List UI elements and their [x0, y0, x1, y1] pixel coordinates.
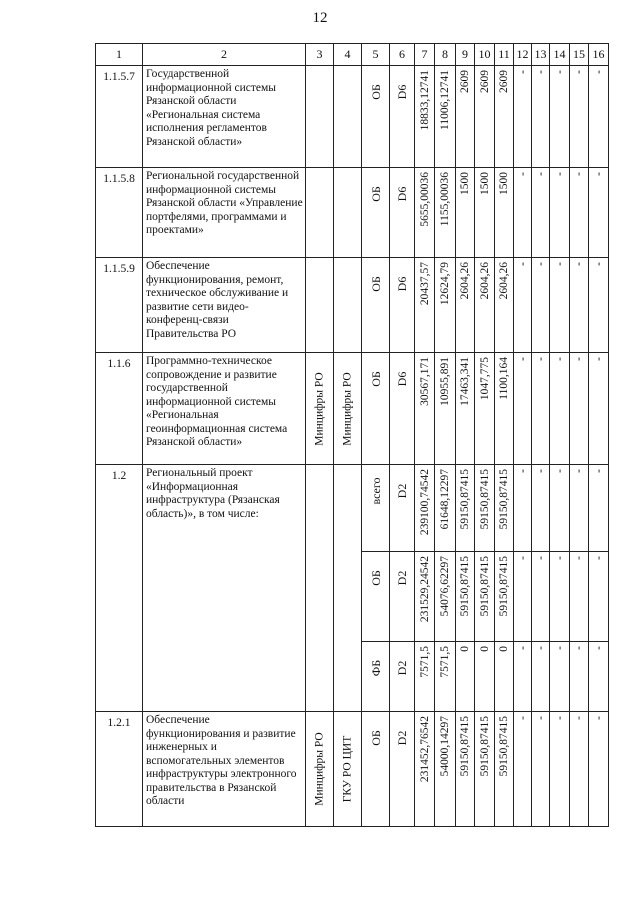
cell-c16-text: -	[592, 172, 605, 176]
cell-c10	[475, 552, 495, 642]
table-row	[96, 258, 609, 353]
cell-c12	[514, 712, 532, 827]
cell-c7	[415, 66, 435, 168]
cell-c6	[390, 66, 415, 168]
cell-c11	[495, 642, 514, 712]
cell-c6-text: D2	[395, 483, 409, 499]
row-number: 1.1.5.7	[96, 66, 143, 168]
cell-c7-text: 7571,5	[418, 646, 431, 678]
header-cell-10: 10	[475, 44, 495, 66]
row-number: 1.1.5.9	[96, 258, 143, 353]
cell-c7	[415, 258, 435, 353]
cell-c11-text: 2604,26	[498, 262, 510, 300]
cell-c13	[532, 168, 550, 258]
cell-c8	[435, 465, 456, 552]
cell-c5-text: ОБ	[368, 186, 383, 202]
cell-c8	[435, 712, 456, 827]
cell-c11-text: 0	[498, 646, 510, 652]
cell-c9-text: 2604,26	[459, 262, 471, 300]
cell-c5-text: ОБ	[368, 276, 383, 292]
cell-c15-text: -	[573, 357, 585, 361]
row-number: 1.2.1	[96, 712, 143, 827]
cell-c12	[514, 465, 532, 552]
cell-c7	[415, 168, 435, 258]
row-number: 1.1.5.8	[96, 168, 143, 258]
header-cell-4: 4	[334, 44, 362, 66]
cell-c12	[514, 66, 532, 168]
cell-c10-text: 1047,775	[478, 357, 491, 401]
responsible-c3	[306, 712, 334, 827]
cell-c14-text: -	[553, 469, 566, 473]
cell-c9	[456, 66, 475, 168]
cell-c11	[495, 168, 514, 258]
cell-c10-text: 59150,87415	[478, 556, 491, 617]
cell-c6-text: D2	[395, 570, 409, 586]
cell-c15	[570, 258, 589, 353]
cell-c10	[475, 66, 495, 168]
cell-c13	[532, 465, 550, 552]
cell-c11	[495, 66, 514, 168]
cell-c15-text: -	[573, 556, 585, 560]
cell-c7	[415, 642, 435, 712]
cell-c10-text: 1500	[478, 172, 491, 195]
cell-c7	[415, 712, 435, 827]
cell-c11-text: 2609	[498, 70, 510, 93]
header-cell-8: 8	[435, 44, 456, 66]
cell-c9-text: 1500	[459, 172, 471, 195]
cell-c7	[415, 552, 435, 642]
table-row	[96, 353, 609, 465]
cell-c13	[532, 642, 550, 712]
header-cell-6: 6	[390, 44, 415, 66]
cell-c5	[362, 258, 390, 353]
cell-c8	[435, 258, 456, 353]
table-row	[96, 465, 609, 552]
cell-c8-text: 54076,62297	[439, 556, 451, 617]
cell-c8-text: 10955,891	[439, 357, 451, 406]
cell-c5-text: ОБ	[368, 570, 383, 586]
cell-c14	[550, 465, 570, 552]
cell-c13-text: -	[534, 172, 547, 176]
cell-c16-text: -	[592, 262, 605, 266]
header-cell-1: 1	[96, 44, 143, 66]
cell-c9	[456, 552, 475, 642]
responsible-c3-text: Минцифры РО	[312, 732, 325, 806]
responsible-c3	[306, 258, 334, 353]
cell-c10-text: 59150,87415	[478, 716, 491, 777]
header-cell-7: 7	[415, 44, 435, 66]
cell-c11	[495, 353, 514, 465]
cell-c9	[456, 465, 475, 552]
cell-c14-text: -	[553, 172, 566, 176]
cell-c12-text: -	[516, 716, 529, 720]
header-cell-3: 3	[306, 44, 334, 66]
table-row	[96, 66, 609, 168]
cell-c7-text: 231452,76542	[418, 716, 431, 783]
cell-c11	[495, 465, 514, 552]
cell-c11-text: 59150,87415	[498, 716, 510, 777]
cell-c9	[456, 353, 475, 465]
cell-c14	[550, 712, 570, 827]
responsible-c4-text: Минцифры РО	[340, 371, 353, 446]
cell-c7	[415, 353, 435, 465]
cell-c9	[456, 258, 475, 353]
responsible-c4	[334, 258, 362, 353]
cell-c15	[570, 66, 589, 168]
cell-c13	[532, 712, 550, 827]
cell-c6	[390, 642, 415, 712]
cell-c14-text: -	[553, 70, 566, 74]
cell-c13-text: -	[534, 70, 547, 74]
header-cell-11: 11	[495, 44, 514, 66]
cell-c6	[390, 552, 415, 642]
cell-c16	[589, 353, 609, 465]
cell-c11-text: 59150,87415	[498, 469, 510, 530]
cell-c15-text: -	[573, 70, 585, 74]
cell-c10-text: 2609	[478, 70, 491, 93]
cell-c12-text: -	[516, 172, 529, 176]
cell-c7-text: 30567,171	[418, 357, 431, 406]
cell-c12-text: -	[516, 70, 529, 74]
cell-c16-text: -	[592, 469, 605, 473]
responsible-c4	[334, 712, 362, 827]
cell-c7-text: 231529,24542	[418, 556, 431, 623]
cell-c7	[415, 465, 435, 552]
cell-c11	[495, 712, 514, 827]
header-cell-5: 5	[362, 44, 390, 66]
responsible-c4	[334, 465, 362, 712]
cell-c13	[532, 66, 550, 168]
cell-c7-text: 20437,57	[418, 262, 431, 306]
cell-c8-text: 54000,14297	[439, 716, 451, 777]
cell-c14-text: -	[553, 646, 566, 650]
cell-c11-text: 1100,164	[498, 357, 510, 400]
cell-c9	[456, 168, 475, 258]
cell-c11-text: 59150,87415	[498, 556, 510, 617]
cell-c11-text: 1500	[498, 172, 510, 195]
cell-c5	[362, 353, 390, 465]
cell-c14	[550, 168, 570, 258]
cell-c8	[435, 353, 456, 465]
cell-c12-text: -	[516, 469, 529, 473]
cell-c8	[435, 66, 456, 168]
cell-c10	[475, 258, 495, 353]
cell-c5	[362, 465, 390, 552]
responsible-c3	[306, 353, 334, 465]
cell-c8-text: 11006,12741	[439, 70, 451, 130]
cell-c5-text: ОБ	[368, 730, 383, 746]
row-name: Обеспечение функционирования и развитие инженерных и вспомогательных элементов инфраструктуры электронного правительства в Рязанской области	[143, 712, 306, 827]
row-number: 1.1.6	[96, 353, 143, 465]
cell-c14	[550, 353, 570, 465]
cell-c9	[456, 642, 475, 712]
cell-c16-text: -	[592, 556, 605, 560]
row-number: 1.2	[96, 465, 143, 712]
cell-c11	[495, 552, 514, 642]
header-cell-15: 15	[570, 44, 589, 66]
cell-c14	[550, 552, 570, 642]
cell-c14-text: -	[553, 716, 566, 720]
cell-c14	[550, 66, 570, 168]
responsible-c4-text: ГКУ РО ЦИТ	[340, 735, 353, 803]
cell-c8	[435, 168, 456, 258]
cell-c6	[390, 168, 415, 258]
cell-c10	[475, 465, 495, 552]
responsible-c4	[334, 353, 362, 465]
cell-c13-text: -	[534, 716, 547, 720]
responsible-c3-text: Минцифры РО	[312, 371, 325, 446]
cell-c16-text: -	[592, 646, 605, 650]
cell-c15	[570, 712, 589, 827]
cell-c16	[589, 465, 609, 552]
cell-c13	[532, 552, 550, 642]
cell-c16	[589, 258, 609, 353]
responsible-c3	[306, 465, 334, 712]
cell-c16	[589, 168, 609, 258]
cell-c6-text: D6	[395, 371, 409, 387]
cell-c9	[456, 712, 475, 827]
page-number: 12	[312, 10, 328, 26]
cell-c15	[570, 552, 589, 642]
cell-c5	[362, 712, 390, 827]
cell-c12	[514, 168, 532, 258]
cell-c8-text: 1155,00036	[439, 172, 451, 227]
cell-c10	[475, 712, 495, 827]
cell-c6-text: D6	[395, 186, 409, 202]
cell-c6	[390, 258, 415, 353]
cell-c16	[589, 552, 609, 642]
cell-c16	[589, 66, 609, 168]
cell-c14	[550, 642, 570, 712]
cell-c13-text: -	[534, 469, 547, 473]
budget-table	[95, 43, 609, 827]
cell-c6-text: D6	[395, 276, 409, 292]
row-name: Программно-техническое сопровождение и развитие государственной информационной системы «Региональная геоинформационная система Рязанской области»	[143, 353, 306, 465]
cell-c5-text: ФБ	[368, 659, 383, 677]
cell-c5	[362, 66, 390, 168]
cell-c10-text: 2604,26	[478, 262, 491, 300]
cell-c8	[435, 552, 456, 642]
cell-c16	[589, 642, 609, 712]
header-cell-14: 14	[550, 44, 570, 66]
cell-c15	[570, 642, 589, 712]
cell-c6	[390, 712, 415, 827]
cell-c16	[589, 712, 609, 827]
cell-c12-text: -	[516, 357, 529, 361]
cell-c12	[514, 552, 532, 642]
row-name: Обеспечение функционирования, ремонт, техническое обслуживание и развитие сети видео-конференц-связи Правительства РО	[143, 258, 306, 353]
cell-c5	[362, 642, 390, 712]
responsible-c4	[334, 66, 362, 168]
header-cell-16: 16	[589, 44, 609, 66]
cell-c7-text: 239100,74542	[418, 469, 431, 536]
cell-c9-text: 59150,87415	[459, 556, 471, 617]
cell-c10	[475, 168, 495, 258]
cell-c15	[570, 465, 589, 552]
cell-c13-text: -	[534, 262, 547, 266]
table-row	[96, 168, 609, 258]
row-name: Региональной государственной информационной системы Рязанской области «Управление портфелями, программами и проектами»	[143, 168, 306, 258]
cell-c12-text: -	[516, 556, 529, 560]
cell-c5	[362, 552, 390, 642]
cell-c9-text: 59150,87415	[459, 716, 471, 777]
cell-c9-text: 2609	[459, 70, 471, 93]
cell-c12-text: -	[516, 262, 529, 266]
header-row	[96, 44, 609, 66]
cell-c14-text: -	[553, 357, 566, 361]
cell-c14-text: -	[553, 262, 566, 266]
cell-c12	[514, 642, 532, 712]
cell-c6	[390, 465, 415, 552]
cell-c10-text: 59150,87415	[478, 469, 491, 530]
cell-c9-text: 59150,87415	[459, 469, 471, 530]
cell-c15-text: -	[573, 716, 585, 720]
cell-c5	[362, 168, 390, 258]
cell-c6-text: D6	[395, 84, 409, 100]
cell-c14-text: -	[553, 556, 566, 560]
cell-c13	[532, 258, 550, 353]
cell-c8-text: 61648,12297	[439, 469, 451, 530]
cell-c12-text: -	[516, 646, 529, 650]
responsible-c3	[306, 168, 334, 258]
cell-c5-text: всего	[368, 477, 383, 505]
header-cell-9: 9	[456, 44, 475, 66]
cell-c12	[514, 258, 532, 353]
cell-c6-text: D2	[395, 730, 409, 746]
header-cell-13: 13	[532, 44, 550, 66]
cell-c15-text: -	[573, 469, 585, 473]
cell-c11	[495, 258, 514, 353]
row-name: Региональный проект «Информационная инфраструктура (Рязанская область)», в том числе:	[143, 465, 306, 712]
table-row	[96, 712, 609, 827]
cell-c8	[435, 642, 456, 712]
cell-c5-text: ОБ	[368, 84, 383, 100]
cell-c10-text: 0	[478, 646, 491, 652]
cell-c10	[475, 642, 495, 712]
cell-c16-text: -	[592, 70, 605, 74]
cell-c13-text: -	[534, 357, 547, 361]
cell-c15-text: -	[573, 262, 585, 266]
cell-c7-text: 5655,00036	[418, 172, 431, 227]
header-cell-2: 2	[143, 44, 306, 66]
cell-c6	[390, 353, 415, 465]
header-cell-12: 12	[514, 44, 532, 66]
cell-c12	[514, 353, 532, 465]
responsible-c3	[306, 66, 334, 168]
cell-c13-text: -	[534, 556, 547, 560]
cell-c15	[570, 168, 589, 258]
cell-c10	[475, 353, 495, 465]
cell-c16-text: -	[592, 357, 605, 361]
cell-c9-text: 0	[459, 646, 471, 652]
cell-c13	[532, 353, 550, 465]
cell-c6-text: D2	[395, 660, 409, 676]
cell-c15-text: -	[573, 172, 585, 176]
row-name: Государственной информационной системы Рязанской области «Региональная система исполнения регламентов Рязанской области»	[143, 66, 306, 168]
responsible-c4	[334, 168, 362, 258]
cell-c5-text: ОБ	[368, 371, 383, 387]
cell-c7-text: 18833,12741	[418, 70, 431, 131]
cell-c8-text: 7571,5	[439, 646, 451, 678]
cell-c16-text: -	[592, 716, 605, 720]
cell-c9-text: 17463,341	[459, 357, 471, 406]
cell-c15	[570, 353, 589, 465]
cell-c14	[550, 258, 570, 353]
cell-c15-text: -	[573, 646, 585, 650]
cell-c13-text: -	[534, 646, 547, 650]
cell-c8-text: 12624,79	[439, 262, 451, 306]
